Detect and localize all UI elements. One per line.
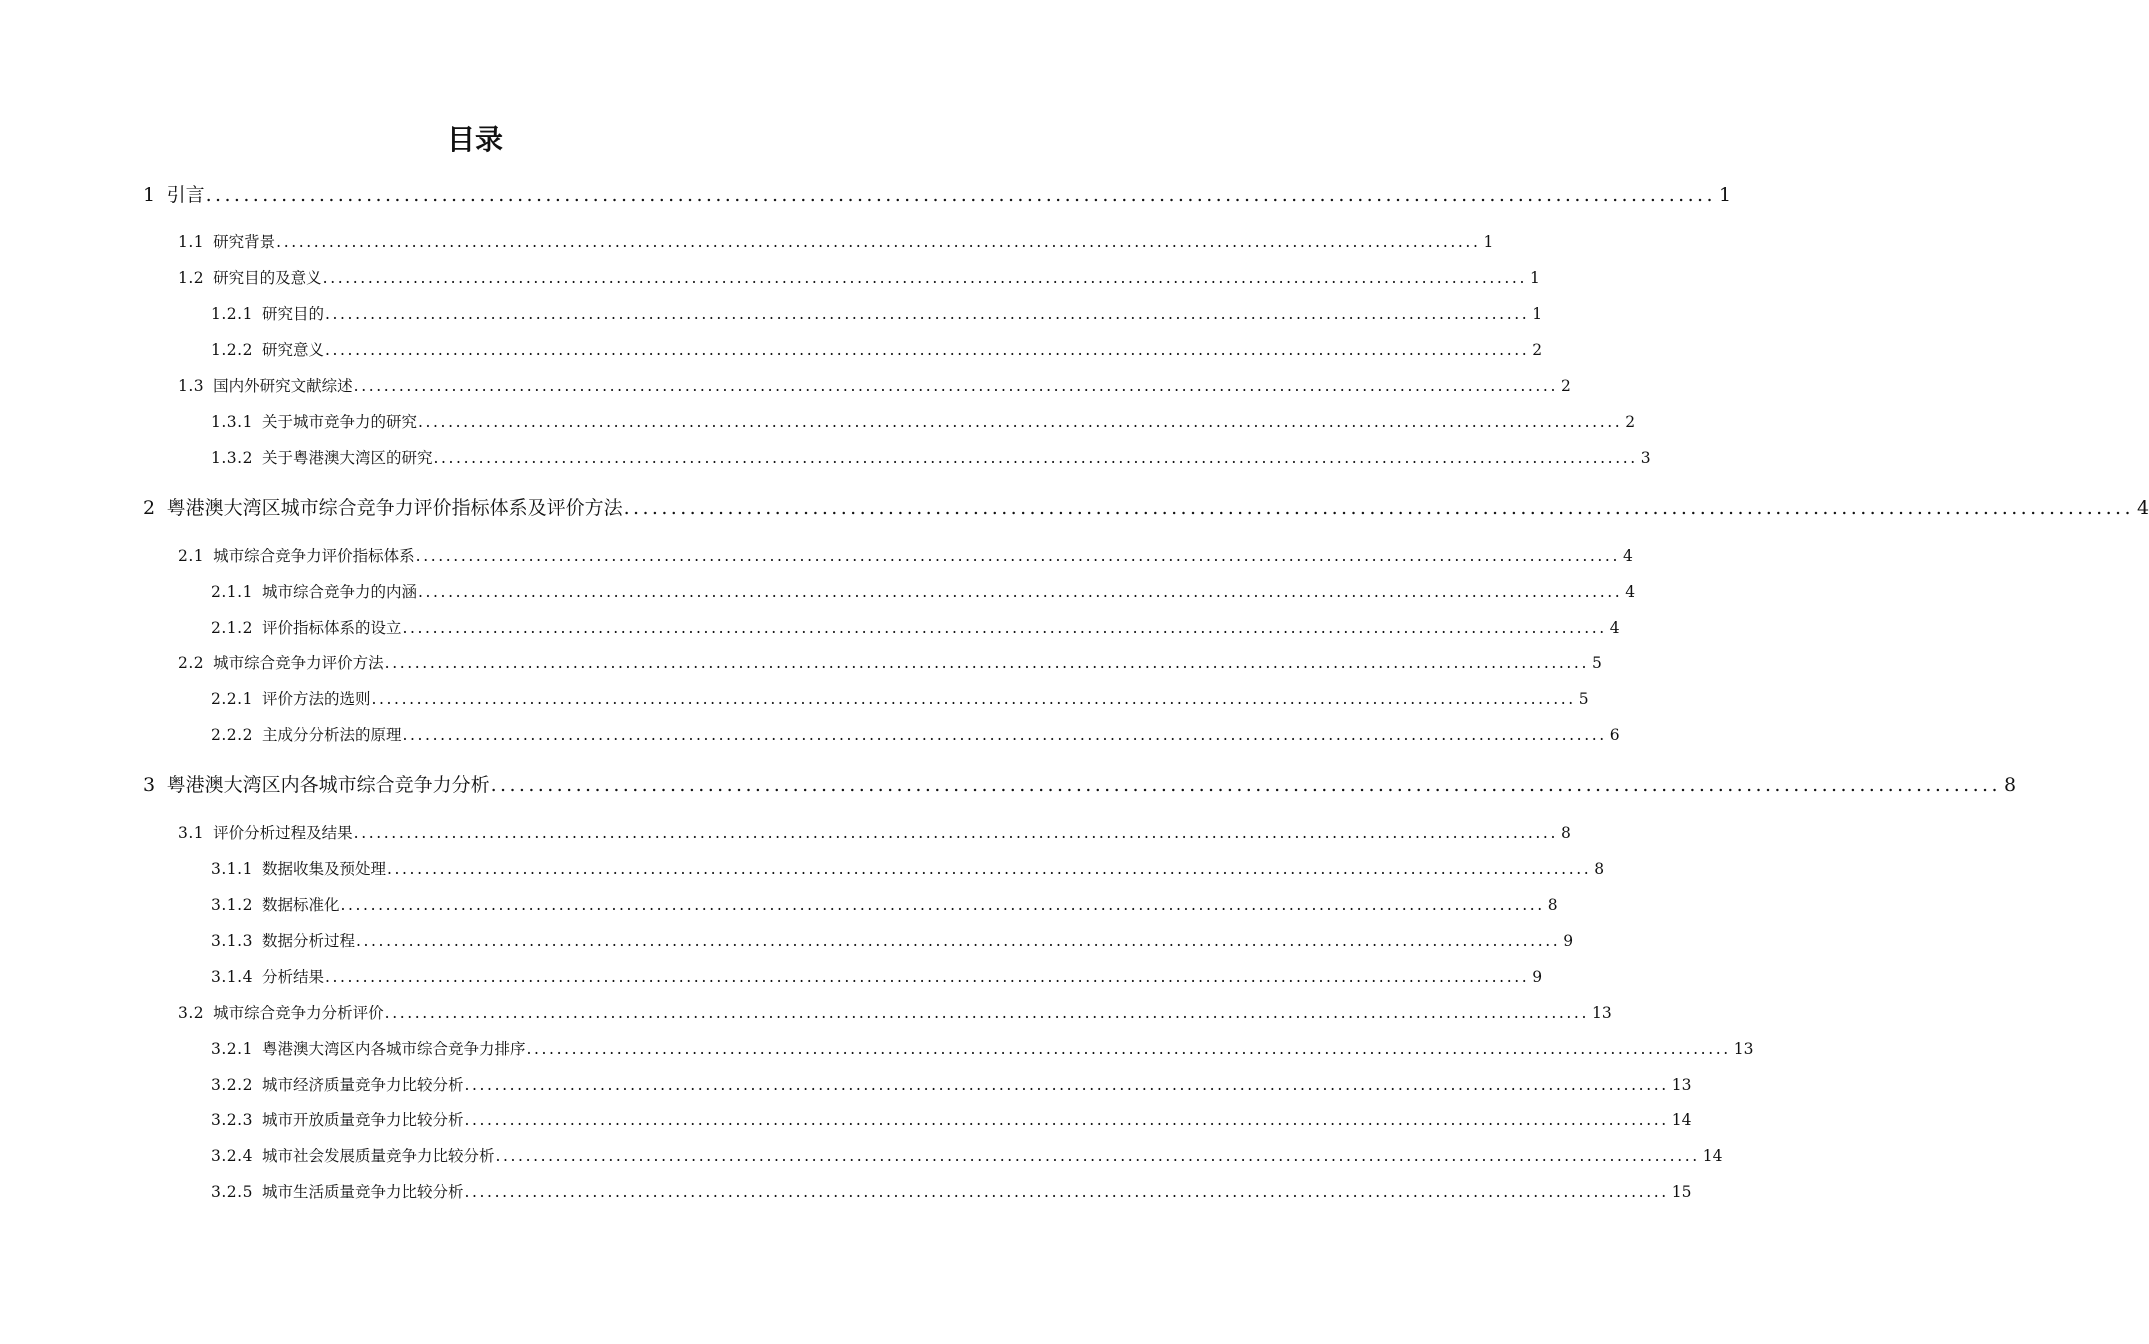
toc-entry-number: 2.1.2 [211,619,253,637]
toc-entry-title: 粤港澳大湾区内各城市综合竞争力分析 [166,774,490,796]
toc-leader-dots: ................................................................................................................................................................ [464,1183,1669,1201]
toc-leader-dots: ................................................................................................................................................................ [433,449,1638,467]
toc-entry[interactable] [178,544,1633,566]
toc-entry-title: 研究目的及意义 [213,269,322,287]
toc-entry-page-number: 1 [1718,184,1732,206]
toc-leader-dots: ................................................................................................................................................................ [464,1076,1669,1094]
toc-entry-number: 1 [143,184,156,206]
toc-leader-dots: ................................................................................................................................................................ [464,1111,1669,1129]
toc-entry[interactable] [211,338,1543,360]
toc-entry-title: 城市综合竞争力分析评价 [213,1004,384,1022]
toc-entry-page-number: 1 [1532,305,1543,323]
toc-entry-title: 城市开放质量竞争力比较分析 [261,1111,464,1129]
toc-entry-title: 研究目的 [261,305,324,323]
toc-leader-dots: ................................................................................................................................................................ [276,233,1481,251]
toc-entry-title: 研究意义 [261,341,324,359]
toc-entry-title: 城市综合竞争力的内涵 [261,583,417,601]
toc-entry[interactable] [211,580,1636,602]
toc-entry-number: 1.3 [178,377,205,395]
toc-entry-title: 评价方法的选则 [261,690,371,708]
toc-entry-page-number: 8 [2003,774,2017,796]
toc-entry[interactable] [211,1144,1723,1166]
toc-entry-title: 评价指标体系的设立 [261,619,402,637]
toc-entry[interactable] [178,230,1494,252]
toc-leader-dots: ................................................................................................................................................................ [353,377,1558,395]
toc-leader-dots: ................................................................................................................................................................ [324,968,1530,986]
toc-entry[interactable] [143,493,2149,520]
toc-entry-number: 3.1.2 [211,896,253,914]
toc-entry-number: 3.1.3 [211,932,253,950]
toc-entry[interactable] [211,893,1558,915]
toc-entry[interactable] [211,446,1651,468]
toc-entry-page-number: 14 [1671,1111,1692,1129]
toc-entry-page-number: 15 [1671,1183,1692,1201]
toc-entry-page-number: 1 [1530,269,1540,287]
toc-entry-title: 城市综合竞争力评价方法 [213,654,384,672]
toc-entry-page-number: 3 [1640,449,1651,467]
toc-entry-page-number: 8 [1547,896,1558,914]
toc-leader-dots: ................................................................................................................................................................ [322,269,1527,287]
toc-entry[interactable] [211,723,1620,745]
toc-leader-dots: ................................................................................................................................................................ [415,547,1620,565]
toc-entry-title: 关于城市竞争力的研究 [261,413,417,431]
toc-entry[interactable] [178,651,1602,673]
toc-entry[interactable] [178,374,1571,396]
toc-entry-title: 分析结果 [261,968,324,986]
toc-entry-number: 3.2.1 [211,1040,253,1058]
toc-entry-page-number: 4 [1625,583,1636,601]
toc-entry-number: 1.2.2 [211,341,253,359]
toc-leader-dots: ................................................................................................................................................................ [355,932,1561,950]
toc-entry-number: 1.2 [178,269,205,287]
toc-leader-dots: ................................................................................................................................................................ [353,824,1558,842]
toc-entry-page-number: 4 [2136,497,2149,519]
toc-entry-page-number: 8 [1561,824,1571,842]
toc-entry-title: 粤港澳大湾区内各城市综合竞争力排序 [261,1040,526,1058]
toc-leader-dots: ................................................................................................................................................................ [526,1040,1731,1058]
toc-entry-number: 2.2.2 [211,726,253,744]
toc-entry-number: 3.2.4 [211,1147,253,1165]
toc-entry-number: 3.2 [178,1004,205,1022]
toc-entry-page-number: 1 [1483,233,1494,251]
toc-entry-title: 数据标准化 [261,896,340,914]
toc-entry[interactable] [178,266,1540,288]
toc-leader-dots: ................................................................................................................................................................ [495,1147,1700,1165]
toc-entry-number: 3.2.5 [211,1183,253,1201]
toc-title: 目录 [446,123,503,156]
toc-entry-number: 3.1 [178,824,205,842]
toc-entry-page-number: 8 [1594,860,1605,878]
toc-entry-title: 评价分析过程及结果 [213,824,353,842]
toc-entry-number: 3.2.2 [211,1076,253,1094]
toc-entry-page-number: 2 [1561,377,1571,395]
toc-leader-dots: ................................................................................................................................................................ [324,341,1530,359]
toc-entry-title: 城市综合竞争力评价指标体系 [213,547,415,565]
toc-entry-title: 数据收集及预处理 [261,860,386,878]
toc-entry-number: 3 [143,774,156,796]
toc-leader-dots: ................................................................................................................................................................ [490,774,2001,796]
toc-leader-dots: ................................................................................................................................................................ [384,1004,1589,1022]
toc-entry-title: 城市社会发展质量竞争力比较分析 [261,1147,495,1165]
toc-entry-title: 粤港澳大湾区城市综合竞争力评价指标体系及评价方法 [166,497,623,519]
toc-leader-dots: ................................................................................................................................................................ [384,654,1589,672]
toc-entry-page-number: 5 [1592,654,1602,672]
toc-entry[interactable] [211,410,1636,432]
toc-entry[interactable] [211,1180,1692,1202]
toc-entry-number: 2.1.1 [211,583,253,601]
toc-entry[interactable] [211,1073,1692,1095]
toc-entry-number: 1.2.1 [211,305,253,323]
toc-entry[interactable] [211,302,1543,324]
toc-entry-number: 3.1.4 [211,968,253,986]
toc-entry-page-number: 4 [1623,547,1633,565]
toc-entry-title: 国内外研究文献综述 [213,377,353,395]
toc-entry-page-number: 9 [1563,932,1574,950]
toc-entry-page-number: 5 [1578,690,1589,708]
toc-entry[interactable] [211,1108,1692,1130]
toc-entry-title: 关于粤港澳大湾区的研究 [261,449,433,467]
toc-leader-dots: ................................................................................................................................................................ [205,184,1716,206]
toc-entry-title: 研究背景 [213,233,276,251]
toc-leader-dots: ................................................................................................................................................................ [402,619,1607,637]
toc-leader-dots: ................................................................................................................................................................ [324,305,1530,323]
toc-entry-number: 1.3.1 [211,413,253,431]
toc-entry[interactable] [211,857,1605,879]
toc-leader-dots: ................................................................................................................................................................ [386,860,1592,878]
toc-entry[interactable] [178,1001,1612,1023]
toc-entry-number: 2.2 [178,654,205,672]
toc-leader-dots: ................................................................................................................................................................ [340,896,1545,914]
toc-entry-title: 引言 [166,184,205,206]
toc-entry-number: 3.1.1 [211,860,253,878]
toc-entry-number: 2 [143,497,156,519]
toc-entry[interactable] [143,180,1732,207]
toc-entry-page-number: 13 [1592,1004,1612,1022]
toc-entry-number: 3.2.3 [211,1111,253,1129]
toc-entry-number: 1.3.2 [211,449,253,467]
toc-entry[interactable] [211,1037,1754,1059]
toc-leader-dots: ................................................................................................................................................................ [623,497,2134,519]
toc-entry-number: 2.1 [178,547,205,565]
toc-entry[interactable] [211,929,1574,951]
toc-leader-dots: ................................................................................................................................................................ [402,726,1607,744]
toc-entry-title: 数据分析过程 [261,932,355,950]
toc-entry[interactable] [211,965,1543,987]
toc-entry[interactable] [143,770,2017,797]
toc-entry-page-number: 4 [1609,619,1620,637]
toc-leader-dots: ................................................................................................................................................................ [417,413,1623,431]
toc-entry[interactable] [178,821,1571,843]
toc-leader-dots: ................................................................................................................................................................ [417,583,1623,601]
toc-entry-page-number: 2 [1625,413,1636,431]
toc-entry-page-number: 2 [1532,341,1543,359]
toc-entry-page-number: 13 [1671,1076,1692,1094]
toc-entry-title: 主成分分析法的原理 [261,726,402,744]
toc-entry-number: 1.1 [178,233,205,251]
toc-entry-title: 城市经济质量竞争力比较分析 [261,1076,464,1094]
toc-entry[interactable] [211,616,1620,638]
toc-entry-number: 2.2.1 [211,690,253,708]
toc-entry-page-number: 14 [1702,1147,1723,1165]
toc-entry-title: 城市生活质量竞争力比较分析 [261,1183,464,1201]
toc-entry-page-number: 13 [1733,1040,1754,1058]
toc-entry-page-number: 9 [1532,968,1543,986]
toc-leader-dots: ................................................................................................................................................................ [371,690,1576,708]
toc-entry[interactable] [211,687,1589,709]
toc-entry-page-number: 6 [1609,726,1620,744]
